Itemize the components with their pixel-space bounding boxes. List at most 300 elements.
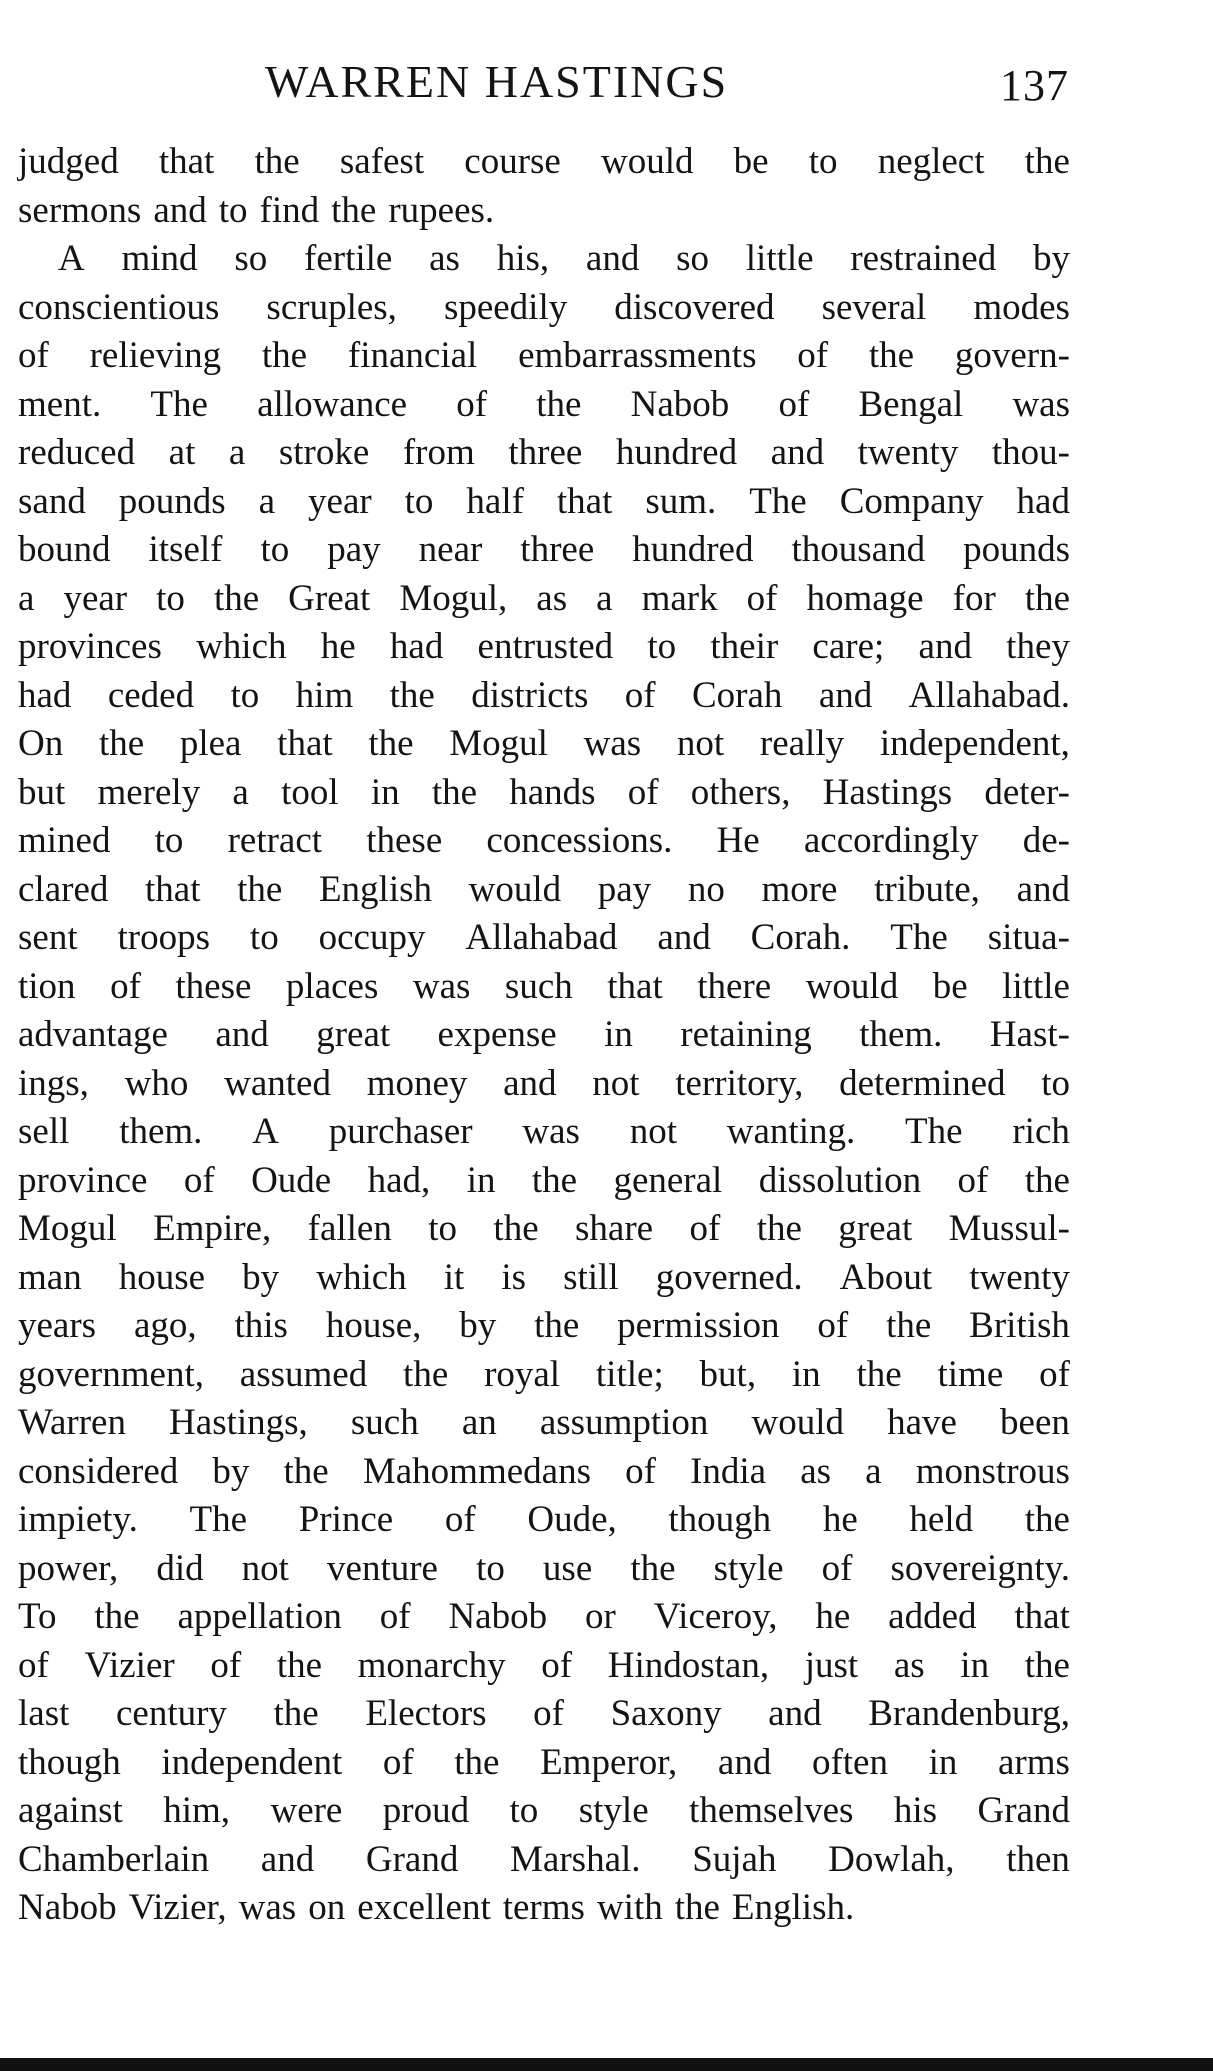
- word: expense: [437, 1014, 557, 1055]
- text-line: [18, 1351, 1070, 1400]
- word: sand: [18, 480, 86, 522]
- word: sell: [18, 1111, 70, 1152]
- word: impiety.: [18, 1499, 138, 1540]
- word: situa-: [987, 917, 1070, 958]
- running-head: [0, 52, 1213, 112]
- word: him: [295, 674, 354, 716]
- word: a: [18, 577, 35, 619]
- word: rich: [1012, 1111, 1070, 1152]
- word: them.: [119, 1111, 203, 1152]
- word: was: [1012, 383, 1070, 425]
- word: of: [817, 1305, 849, 1346]
- word: Company: [839, 480, 984, 522]
- word: About: [839, 1256, 933, 1298]
- word: year: [63, 577, 128, 619]
- word: Hastings,: [169, 1402, 308, 1443]
- word: that: [277, 723, 333, 764]
- word: Allahabad.: [908, 674, 1070, 716]
- word: on: [308, 1887, 346, 1928]
- word: the: [674, 1887, 720, 1928]
- word: in: [928, 1741, 958, 1783]
- word: really: [759, 723, 845, 764]
- word: entrusted: [477, 626, 614, 667]
- word: of: [382, 1741, 414, 1783]
- word: deter-: [984, 771, 1070, 813]
- text-line: [18, 817, 1070, 866]
- text-line: [18, 1496, 1070, 1545]
- word: and: [215, 1014, 269, 1055]
- word: the: [1024, 1499, 1070, 1540]
- word: arms: [997, 1741, 1070, 1783]
- word: Great: [288, 577, 371, 619]
- word: near: [418, 529, 483, 570]
- word: not: [676, 723, 725, 764]
- word: which: [316, 1256, 407, 1298]
- word: he: [815, 1596, 851, 1637]
- word: judged: [18, 141, 119, 182]
- word: neglect: [877, 141, 985, 182]
- word: Grand: [977, 1790, 1070, 1831]
- word: clared: [18, 868, 109, 910]
- word: but: [18, 771, 66, 813]
- word: added: [888, 1596, 977, 1637]
- word: On: [18, 723, 64, 764]
- word: to: [476, 1547, 505, 1589]
- word: had: [1016, 480, 1070, 522]
- word: would: [601, 141, 694, 182]
- word: govern-: [954, 335, 1070, 376]
- word: government,: [18, 1353, 204, 1395]
- word: year: [308, 480, 372, 522]
- text-line: [18, 1254, 1070, 1303]
- word: Mogul: [449, 723, 548, 764]
- word: this: [234, 1305, 288, 1346]
- word: Mogul,: [399, 577, 508, 619]
- word: mark: [641, 577, 718, 619]
- word: the: [403, 1353, 449, 1395]
- word: little: [1002, 965, 1070, 1007]
- word: hundred: [615, 432, 738, 473]
- word: concessions.: [486, 820, 673, 861]
- word: by: [242, 1256, 280, 1298]
- text-line: [18, 769, 1070, 818]
- word: to: [249, 917, 279, 958]
- word: Chamberlain: [18, 1838, 210, 1880]
- word: purchaser: [328, 1111, 473, 1152]
- word: though: [18, 1741, 121, 1783]
- word: and: [818, 674, 873, 716]
- word: the: [283, 1450, 329, 1492]
- word: Grand: [365, 1838, 459, 1880]
- word: from: [402, 432, 475, 473]
- word: to: [808, 141, 838, 182]
- word: the: [213, 577, 260, 619]
- word: determined: [839, 1062, 1006, 1104]
- word: share: [575, 1208, 654, 1249]
- word: itself: [148, 529, 223, 570]
- word: they: [1006, 626, 1070, 667]
- word: the: [273, 1693, 319, 1734]
- word: Nabob: [630, 383, 730, 425]
- word: Oude: [251, 1159, 332, 1201]
- word: fertile: [304, 238, 393, 279]
- word: ment.: [18, 383, 102, 425]
- word: of: [444, 1499, 476, 1540]
- word: is: [501, 1256, 527, 1298]
- word: Hindostan,: [607, 1644, 770, 1686]
- word: their: [710, 626, 779, 667]
- word: to: [260, 529, 290, 570]
- text-line: [18, 575, 1070, 624]
- text-line: [18, 1448, 1070, 1497]
- word: no: [687, 868, 725, 910]
- word: three: [508, 432, 583, 473]
- word: with: [596, 1887, 663, 1928]
- word: tion: [18, 965, 76, 1007]
- word: Corah.: [750, 917, 851, 958]
- word: safest: [339, 141, 425, 182]
- word: the: [536, 383, 582, 425]
- word: a: [232, 771, 249, 813]
- word: the: [331, 189, 377, 231]
- word: a: [228, 432, 246, 473]
- word: themselves: [689, 1790, 854, 1831]
- word: have: [887, 1402, 957, 1443]
- word: allowance: [257, 383, 408, 425]
- word: the: [534, 1305, 580, 1346]
- word: monstrous: [915, 1450, 1070, 1492]
- word: house: [118, 1256, 206, 1298]
- word: be: [733, 141, 769, 182]
- word: and: [770, 432, 825, 473]
- word: Hastings: [822, 771, 953, 813]
- word: pounds: [963, 529, 1070, 570]
- word: retract: [227, 820, 323, 861]
- word: an: [461, 1402, 497, 1443]
- word: conscientious: [18, 286, 220, 328]
- page-number: 137: [1000, 61, 1069, 110]
- word: terms: [502, 1887, 585, 1928]
- word: To: [18, 1596, 57, 1637]
- word: would: [805, 965, 899, 1007]
- text-line: [18, 623, 1070, 672]
- word: though: [668, 1499, 772, 1540]
- word: Corah: [692, 674, 783, 716]
- word: territory,: [675, 1062, 804, 1104]
- word: sovereignty.: [890, 1547, 1070, 1589]
- word: so: [676, 238, 709, 279]
- word: style: [578, 1790, 649, 1831]
- word: The: [150, 383, 208, 425]
- word: he: [320, 626, 356, 667]
- word: would: [468, 868, 562, 910]
- word: such: [350, 1402, 419, 1443]
- word: accordingly: [803, 820, 979, 861]
- word: was: [583, 723, 642, 764]
- text-line: [18, 1739, 1070, 1788]
- word: of: [456, 383, 488, 425]
- word: of: [624, 674, 656, 716]
- word: retaining: [680, 1014, 812, 1055]
- word: restrained: [850, 238, 997, 279]
- word: find: [259, 189, 320, 231]
- word: it: [443, 1256, 465, 1298]
- word: these: [175, 965, 252, 1007]
- text-line: [18, 332, 1070, 381]
- word: Warren: [18, 1402, 126, 1443]
- text-line: [18, 1545, 1070, 1594]
- word: of: [957, 1159, 989, 1201]
- word: Dowlah,: [828, 1838, 955, 1880]
- word: his,: [496, 238, 550, 279]
- word: troops: [117, 917, 211, 958]
- word: not: [241, 1547, 289, 1589]
- word: scruples,: [266, 286, 397, 328]
- word: tool: [281, 771, 339, 813]
- word: Emperor,: [540, 1741, 678, 1783]
- word: pay: [327, 529, 381, 570]
- word: rupees.: [388, 189, 495, 231]
- word: mined: [18, 820, 111, 861]
- word: not: [592, 1062, 640, 1104]
- word: in: [960, 1644, 990, 1686]
- word: that: [556, 480, 613, 522]
- word: twenty: [857, 432, 959, 473]
- text-line: [18, 526, 1070, 575]
- word: speedily: [443, 286, 568, 328]
- text-line: [18, 1836, 1070, 1885]
- word: to: [1041, 1062, 1070, 1104]
- word: just: [804, 1644, 859, 1686]
- word: by: [459, 1305, 497, 1346]
- text-line: [18, 963, 1070, 1012]
- word: was: [412, 965, 471, 1007]
- text-line: [18, 1302, 1070, 1351]
- word: He: [716, 820, 760, 861]
- word: by: [212, 1450, 250, 1492]
- word: in: [466, 1159, 496, 1201]
- word: English.: [731, 1887, 855, 1928]
- text-line: [18, 187, 1070, 236]
- body-text: [18, 138, 1070, 1933]
- word: and: [717, 1741, 772, 1783]
- word: embarrassments: [518, 335, 757, 376]
- word: the: [1024, 1159, 1070, 1201]
- word: would: [751, 1402, 844, 1443]
- word: that: [145, 868, 201, 910]
- text-line: [18, 1642, 1070, 1691]
- word: half: [466, 480, 524, 522]
- word: Mahommedans: [362, 1450, 591, 1492]
- text-line: [18, 672, 1070, 721]
- word: bound: [18, 529, 111, 570]
- word: The: [189, 1499, 248, 1540]
- word: more: [761, 868, 838, 910]
- text-line: [18, 866, 1070, 915]
- text-line: [18, 1399, 1070, 1448]
- word: a: [596, 577, 613, 619]
- word: Electors: [365, 1693, 487, 1734]
- word: advantage: [18, 1014, 168, 1055]
- word: century: [115, 1693, 227, 1734]
- word: ings,: [18, 1062, 89, 1104]
- word: and: [918, 626, 972, 667]
- text-line: [18, 284, 1070, 333]
- word: English: [318, 868, 432, 910]
- word: to: [647, 626, 677, 667]
- word: still: [563, 1256, 619, 1298]
- word: last: [18, 1693, 70, 1734]
- word: of: [379, 1596, 411, 1637]
- word: style: [713, 1547, 784, 1589]
- word: proud: [382, 1790, 470, 1831]
- word: a: [865, 1450, 882, 1492]
- word: plea: [179, 723, 242, 764]
- word: the: [431, 771, 478, 813]
- word: Sujah: [692, 1838, 777, 1880]
- word: Brandenburg,: [868, 1693, 1070, 1734]
- word: de-: [1022, 820, 1070, 861]
- word: The: [890, 917, 948, 958]
- word: in: [370, 771, 400, 813]
- word: occupy: [318, 917, 426, 958]
- word: and: [585, 238, 640, 279]
- word: to: [404, 480, 434, 522]
- word: the: [756, 1208, 802, 1249]
- text-line: [18, 1157, 1070, 1206]
- word: as: [536, 577, 568, 619]
- word: of: [541, 1644, 573, 1686]
- word: considered: [18, 1450, 179, 1492]
- word: the: [454, 1741, 500, 1783]
- word: of: [110, 965, 141, 1007]
- word: Oude,: [527, 1499, 617, 1540]
- word: the: [868, 335, 915, 376]
- word: of: [746, 577, 778, 619]
- text-line: [18, 1884, 1070, 1933]
- word: independent: [161, 1741, 343, 1783]
- word: that: [158, 141, 215, 182]
- word: care;: [812, 626, 885, 667]
- text-line: [18, 381, 1070, 430]
- word: sent: [18, 917, 78, 958]
- word: the: [856, 1353, 902, 1395]
- word: that: [1014, 1596, 1070, 1637]
- word: Mogul: [18, 1208, 117, 1249]
- word: ago,: [133, 1305, 197, 1346]
- word: thousand: [791, 529, 926, 570]
- word: of: [210, 1644, 242, 1686]
- text-line: [18, 1787, 1070, 1836]
- text-line: [18, 1690, 1070, 1739]
- word: and: [1016, 868, 1070, 910]
- word: pay: [597, 868, 652, 910]
- word: others,: [690, 771, 791, 813]
- text-line: [18, 429, 1070, 478]
- word: so: [234, 238, 268, 279]
- word: Prince: [298, 1499, 394, 1540]
- word: the: [1024, 1644, 1070, 1686]
- word: be: [932, 965, 968, 1007]
- word: of: [1039, 1353, 1070, 1395]
- word: or: [584, 1596, 616, 1637]
- word: excellent: [357, 1887, 491, 1928]
- word: of: [533, 1693, 564, 1734]
- text-line: [18, 1108, 1070, 1157]
- word: provinces: [18, 626, 162, 667]
- word: a: [258, 480, 276, 522]
- word: was: [522, 1111, 580, 1152]
- word: and: [260, 1838, 315, 1880]
- word: venture: [327, 1547, 438, 1589]
- word: of: [797, 335, 829, 376]
- word: wanted: [224, 1062, 331, 1104]
- word: general: [613, 1159, 723, 1201]
- word: had: [389, 626, 444, 667]
- word: merely: [97, 771, 201, 813]
- word: the: [630, 1547, 676, 1589]
- word: A: [252, 1111, 279, 1152]
- word: governed.: [655, 1256, 803, 1298]
- word: relieving: [89, 335, 222, 376]
- word: in: [604, 1014, 633, 1055]
- word: years: [18, 1305, 97, 1346]
- word: money: [366, 1062, 468, 1104]
- text-line: [18, 914, 1070, 963]
- word: pounds: [118, 480, 226, 522]
- word: he: [822, 1499, 858, 1540]
- word: him,: [163, 1790, 231, 1831]
- word: had: [18, 674, 72, 716]
- word: were: [270, 1790, 343, 1831]
- word: the: [261, 335, 308, 376]
- word: royal: [484, 1353, 561, 1395]
- word: independent,: [879, 723, 1070, 764]
- word: house,: [325, 1305, 422, 1346]
- word: great: [316, 1014, 391, 1055]
- word: of: [18, 335, 49, 376]
- word: for: [952, 577, 996, 619]
- word: India: [690, 1450, 767, 1492]
- word: the: [1024, 141, 1070, 182]
- text-line: [18, 1011, 1070, 1060]
- word: such: [504, 965, 573, 1007]
- word: ceded: [107, 674, 195, 716]
- word: several: [821, 286, 927, 328]
- running-title: WARREN HASTINGS: [265, 56, 729, 107]
- word: and: [503, 1062, 557, 1104]
- word: against: [18, 1790, 123, 1831]
- word: province: [18, 1159, 148, 1201]
- word: homage: [806, 577, 924, 619]
- word: as: [429, 238, 460, 279]
- word: Vizier: [84, 1644, 175, 1686]
- word: Vizier,: [128, 1887, 227, 1928]
- word: great: [838, 1208, 913, 1249]
- word: there: [697, 965, 772, 1007]
- word: the: [493, 1208, 539, 1249]
- word: financial: [347, 335, 478, 376]
- word: three: [520, 529, 595, 570]
- word: to: [428, 1208, 458, 1249]
- text-line: [18, 1060, 1070, 1109]
- word: title;: [595, 1353, 664, 1395]
- word: The: [749, 480, 807, 522]
- word: of: [627, 771, 659, 813]
- word: of: [821, 1547, 853, 1589]
- text-line: [18, 1205, 1070, 1254]
- word: and: [768, 1693, 822, 1734]
